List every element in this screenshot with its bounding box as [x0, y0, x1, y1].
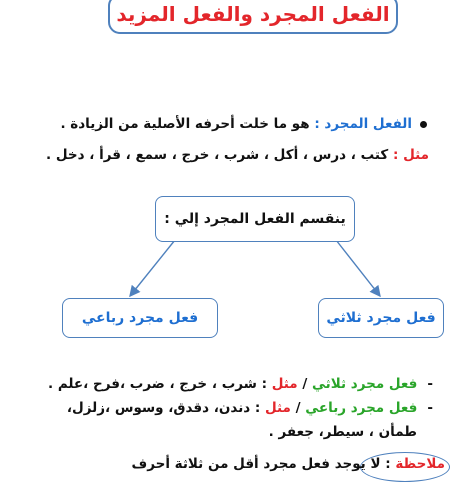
- list-slash: /: [297, 376, 313, 392]
- quadrilateral-label: فعل مجرد رباعي: [81, 310, 199, 326]
- list-item-trilateral: [3, 376, 433, 392]
- arrow-to-four: [130, 240, 175, 296]
- list-text: : دندن، دقدق، وسوس ،زلزل،: [66, 400, 261, 416]
- list-term: فعل مجرد رباعي: [305, 400, 418, 416]
- list-label: مثل: [265, 400, 291, 416]
- division-text: ينقسم الفعل المجرد إلي :: [164, 211, 346, 227]
- list-continuation-text: طمأن ، سيطر، جعفر .: [268, 424, 417, 440]
- list-text: : شرب ، خرج ، ضرب ،فرح ،علم .: [48, 376, 268, 392]
- quadrilateral-box: [62, 298, 218, 338]
- note-label: ملاحظة: [395, 456, 445, 472]
- definition-text: هو ما خلت أحرفه الأصلية من الزيادة .: [60, 116, 310, 132]
- trilateral-label: فعل مجرد ثلاثي: [326, 310, 436, 326]
- list-item-quadrilateral: [3, 400, 433, 416]
- dash-icon: -: [427, 400, 433, 416]
- definition-term: الفعل المجرد :: [314, 116, 412, 132]
- list-label: مثل: [271, 376, 298, 392]
- dash-icon: -: [427, 376, 433, 392]
- division-box: [155, 196, 355, 242]
- note-text: : لا يوجد فعل مجرد أقل من ثلاثة أحرف: [131, 456, 391, 472]
- page-title: الفعل المجرد والفعل المزيد: [116, 2, 390, 26]
- example-text: كتب ، درس ، أكل ، شرب ، خرج ، سمع ، قرأ ، دخل .: [46, 147, 389, 163]
- trilateral-box: [318, 298, 444, 338]
- list-continuation: [0, 424, 417, 440]
- list-term: فعل مجرد ثلاثي: [312, 376, 418, 392]
- arrow-to-three: [336, 240, 380, 296]
- list-slash: /: [290, 400, 306, 416]
- example-label: مثل :: [392, 147, 429, 163]
